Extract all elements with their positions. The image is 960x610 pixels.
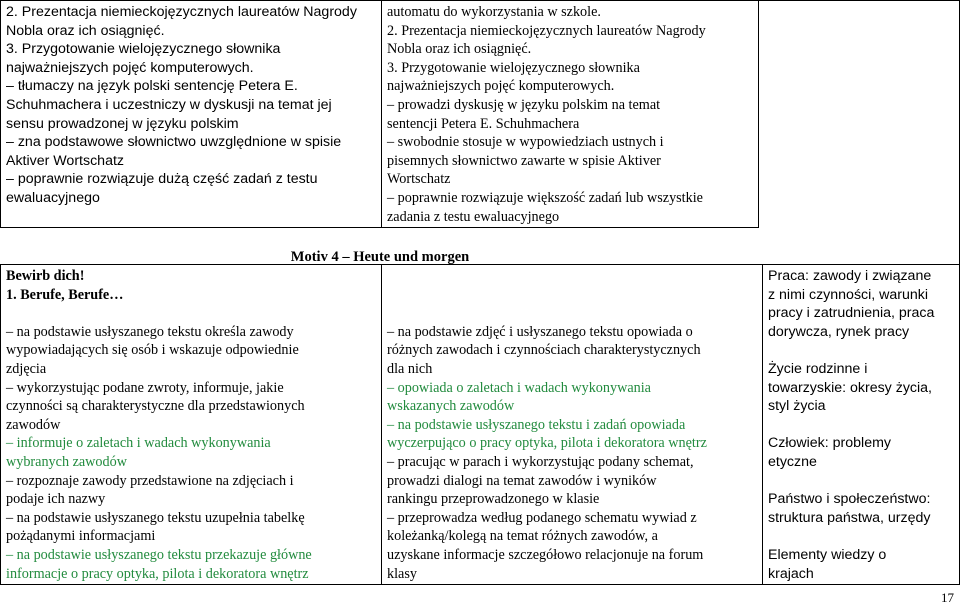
bottom-left-line — [6, 304, 375, 323]
top-left-line: – tłumaczy na język polski sentencję Petera E. — [6, 78, 298, 95]
bottom-right-line: z nimi czynności, warunki — [768, 286, 929, 303]
bottom-mid-line — [387, 286, 756, 305]
bottom-mid-line: różnych zawodach i czynnościach charakterystycznych — [387, 342, 701, 359]
bottom-right-line: struktura państwa, urzędy — [768, 509, 931, 526]
top-right-line: zadania z testu ewaluacyjnego — [387, 208, 560, 225]
top-section-bottom-border-right — [381, 227, 758, 228]
bottom-mid-line: klasy — [387, 565, 417, 582]
bottom-mid-line: – na podstawie usłyszanego tekstu i zadań opowiada — [387, 416, 686, 433]
top-left-line: Nobla oraz ich osiągnięć. — [6, 22, 165, 39]
bottom-right-line — [768, 527, 953, 546]
bottom-left-line: podaje ich nazwy — [6, 491, 106, 508]
bottom-right-cell — [762, 264, 959, 583]
top-right-line: Wortschatz — [387, 171, 451, 188]
top-right-line: – swobodnie stosuje w wypowiedziach ustnych i — [387, 134, 664, 151]
bottom-right-line: etyczne — [768, 453, 817, 470]
bottom-right-line: pracy i zatrudnienia, praca — [768, 305, 935, 322]
bottom-right-line: Elementy wiedzy o — [768, 546, 887, 563]
bottom-mid-line: koleżanką/kolegą na temat różnych zawodów, a — [387, 528, 658, 545]
bottom-mid-line: wskazanych zawodów — [387, 398, 515, 415]
bottom-left-line: – na podstawie usłyszanego tekstu uzupełnia tabelkę — [6, 509, 305, 526]
bottom-mid-line — [387, 304, 756, 323]
top-left-line: Aktiver Wortschatz — [6, 152, 124, 169]
top-left-line: sensu prowadzonej w języku polskim — [6, 115, 239, 132]
top-right-line: 2. Prezentacja niemieckojęzycznych laureatów Nagrody — [387, 22, 706, 39]
top-left-line: 2. Prezentacja niemieckojęzycznych laureatów Nagrody — [6, 4, 357, 20]
bottom-mid-line: uzyskane informacje szczegółowo relacjonuje na forum — [387, 546, 704, 563]
top-right-line: 3. Przygotowanie wielojęzycznego słownika — [387, 59, 640, 76]
bottom-left-line: wybranych zawodów — [6, 453, 127, 470]
bottom-left-line: 1. Berufe, Berufe… — [6, 286, 124, 303]
top-right-line: – poprawnie rozwiązuje większość zadań lub wszystkie — [387, 189, 703, 206]
top-right-cell — [381, 0, 758, 226]
bottom-right-line: dorywcza, rynek pracy — [768, 323, 910, 340]
bottom-right-line — [768, 341, 953, 360]
top-right-line: pisemnych słownictwo zawarte w spisie Aktiver — [387, 152, 661, 169]
top-left-line: Schuhmachera i uczestniczy w dyskusji na temat jej — [6, 96, 332, 113]
table-bottom-border — [0, 584, 960, 585]
bottom-left-line: – na podstawie usłyszanego tekstu określa zawody — [6, 323, 294, 340]
top-left-line: najważniejszych pojęć komputerowych. — [6, 59, 254, 76]
bottom-left-line: – na podstawie usłyszanego tekstu przekazuje główne — [6, 546, 312, 563]
bottom-right-line: Państwo i społeczeństwo: — [768, 491, 931, 508]
bottom-right-line: Praca: zawody i związane — [768, 268, 932, 284]
bottom-left-line: zdjęcia — [6, 360, 47, 377]
top-right-line: najważniejszych pojęć komputerowych. — [387, 78, 615, 95]
top-right-line: – prowadzi dyskusję w języku polskim na temat — [387, 96, 661, 113]
top-left-line: – poprawnie rozwiązuje dużą część zadań z testu — [6, 171, 318, 188]
bottom-mid-line: prowadzi dialogi na temat zawodów i wyników — [387, 472, 657, 489]
bottom-left-cell — [0, 264, 381, 583]
bottom-mid-line — [387, 267, 756, 286]
bottom-left-line: wypowiadających się osób i wskazuje odpowiednie — [6, 342, 299, 359]
page-number: 17 — [941, 590, 954, 606]
bottom-left-line: czynności są charakterystyczne dla przedstawionych — [6, 398, 305, 415]
bottom-right-line: styl życia — [768, 398, 826, 415]
column-divider-2 — [758, 0, 759, 228]
bottom-mid-line: – na podstawie zdjęć i usłyszanego tekstu opowiada o — [387, 323, 693, 340]
bottom-right-line — [768, 472, 953, 491]
bottom-right-line: towarzyskie: okresy życia, — [768, 379, 932, 396]
top-left-line: – zna podstawowe słownictwo uwzględnione w spisie — [6, 134, 342, 151]
bottom-left-line: informacje o pracy optyka, pilota i dekoratora wnętrz — [6, 565, 309, 582]
bottom-right-line: krajach — [768, 565, 814, 582]
bottom-mid-line: – przeprowadza według podanego schematu wywiad z — [387, 509, 697, 526]
bottom-right-line — [768, 416, 953, 435]
bottom-left-line: – informuje o zaletach i wadach wykonywania — [6, 435, 271, 452]
top-left-line: 3. Przygotowanie wielojęzycznego słownika — [6, 41, 281, 58]
bottom-left-line: pożądanymi informacjami — [6, 528, 156, 545]
bottom-mid-line: – opowiada o zaletach i wadach wykonywania — [387, 379, 651, 396]
top-section-bottom-border — [0, 227, 381, 228]
bottom-mid-line: wyczerpująco o pracy optyka, pilota i dekoratora wnętrz — [387, 435, 707, 452]
top-right-line: automatu do wykorzystania w szkole. — [387, 4, 601, 20]
bottom-middle-cell — [381, 264, 762, 583]
bottom-right-line: Życie rodzinne i — [768, 360, 868, 377]
bottom-left-line: zawodów — [6, 416, 61, 433]
bottom-right-line: Człowiek: problemy — [768, 435, 891, 452]
top-right-line: Nobla oraz ich osiągnięć. — [387, 41, 532, 58]
bottom-left-line: – wykorzystując podane zwroty, informuje, jakie — [6, 379, 284, 396]
bottom-left-line: Bewirb dich! — [6, 268, 85, 284]
bottom-mid-line: dla nich — [387, 360, 433, 377]
top-left-line: ewaluacyjnego — [6, 189, 100, 206]
bottom-mid-line: rankingu przeprowadzonego w klasie — [387, 491, 600, 508]
motiv-title: Motiv 4 – Heute und morgen — [290, 249, 470, 265]
bottom-mid-line: – pracując w parach i wykorzystując podany schemat, — [387, 453, 694, 470]
top-left-cell — [0, 0, 381, 208]
top-right-line: sentencji Petera E. Schuhmachera — [387, 115, 580, 132]
bottom-left-line: – rozpoznaje zawody przedstawione na zdjęciach i — [6, 472, 294, 489]
